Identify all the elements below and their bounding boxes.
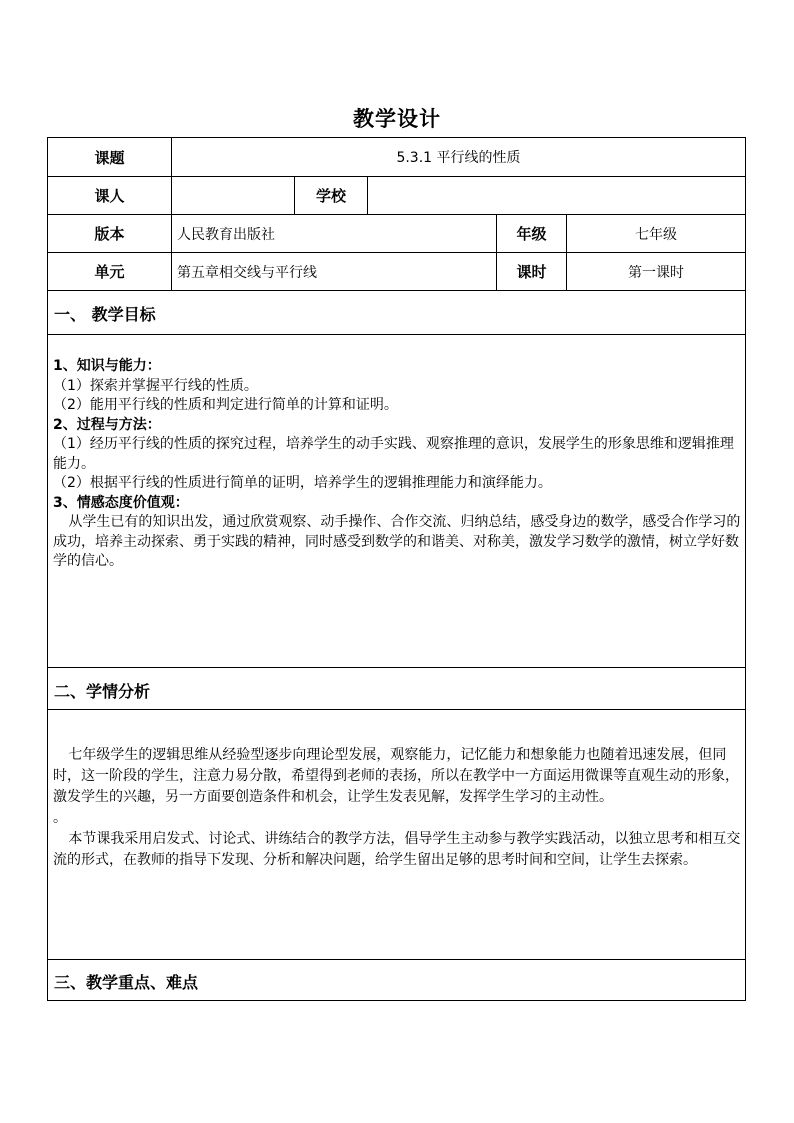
topic-value: 5.3.1 平行线的性质 bbox=[396, 150, 521, 166]
process-item-2: （2）根据平行线的性质进行简单的证明，培养学生的逻辑推理能力和演绎能力。 bbox=[53, 475, 552, 491]
teacher-value bbox=[172, 177, 294, 214]
row-divider bbox=[48, 334, 745, 335]
learner-analysis-paragraph-1: 七年级学生的逻辑思维从经验型逐步向理论型发展，观察能力，记忆能力和想象能力也随着迅速发展，但同时，这一阶段的学生，注意力易分散，希望得到老师的表扬，所以在教学中一方面运用微课等直观生动的形象，激发学生的兴趣，另一方面要创造条件和机会，让学生发表见解，发挥学生学习的主动性。 bbox=[53, 747, 739, 805]
edition-value: 人民教育出版社 bbox=[177, 226, 275, 243]
row-divider bbox=[48, 290, 745, 291]
process-method-title: 2、过程与方法： bbox=[53, 416, 161, 433]
school-label: 学校 bbox=[315, 187, 346, 205]
learner-analysis-paragraph-2: 本节课我采用启发式、讨论式、讲练结合的教学方法，倡导学生主动参与教学实践活动，以独立思考和相互交流的形式，在教师的指导下发现、分析和解决问题，给学生留出足够的思考时间和空间，让学生去探索。 bbox=[53, 831, 741, 868]
emotion-values-text: 从学生已有的知识出发，通过欣赏观察、动手操作、合作交流、归纳总结，感受身边的数学，感受合作学习的成功，培养主动探索、勇于实践的精神，同时感受到数学的和谐美、对称美，激发学习数学的激情，树立学好数学的信心。 bbox=[53, 514, 741, 569]
school-value bbox=[368, 177, 745, 214]
period-label: 课时 bbox=[516, 263, 547, 281]
row-divider bbox=[48, 667, 745, 668]
knowledge-ability-title: 1、知识与能力： bbox=[53, 358, 161, 374]
lesson-plan-table bbox=[47, 137, 746, 1001]
process-item-1: （1）经历平行线的性质的探究过程，培养学生的动手实践、观察推理的意识，发展学生的形象思维和逻辑推理能力。 bbox=[53, 436, 734, 472]
unit-value: 第五章相交线与平行线 bbox=[177, 264, 317, 281]
section-teaching-objectives-heading: 一、 教学目标 bbox=[54, 305, 156, 324]
row-divider bbox=[48, 709, 745, 710]
period-value: 第一课时 bbox=[628, 264, 684, 281]
unit-label: 单元 bbox=[94, 263, 125, 281]
knowledge-item-1: （1）探索并掌握平行线的性质。 bbox=[53, 377, 258, 394]
grade-label: 年级 bbox=[516, 225, 547, 243]
grade-value: 七年级 bbox=[635, 226, 677, 243]
row-divider bbox=[48, 959, 745, 960]
edition-label: 版本 bbox=[94, 225, 125, 243]
emotion-values-title: 3、情感态度价值观： bbox=[53, 494, 189, 511]
teacher-label: 课人 bbox=[94, 187, 125, 205]
section-key-difficult-points-heading: 三、教学重点、难点 bbox=[54, 973, 199, 992]
learner-analysis-dot: 。 bbox=[53, 810, 67, 826]
topic-label: 课题 bbox=[94, 148, 125, 167]
knowledge-item-2: （2）能用平行线的性质和判定进行简单的计算和证明。 bbox=[53, 397, 398, 413]
section-learner-analysis-heading: 二、学情分析 bbox=[54, 682, 151, 701]
learner-analysis-body bbox=[53, 745, 741, 871]
document-title: 教学设计 bbox=[353, 107, 441, 131]
teaching-objectives-body bbox=[53, 357, 741, 572]
